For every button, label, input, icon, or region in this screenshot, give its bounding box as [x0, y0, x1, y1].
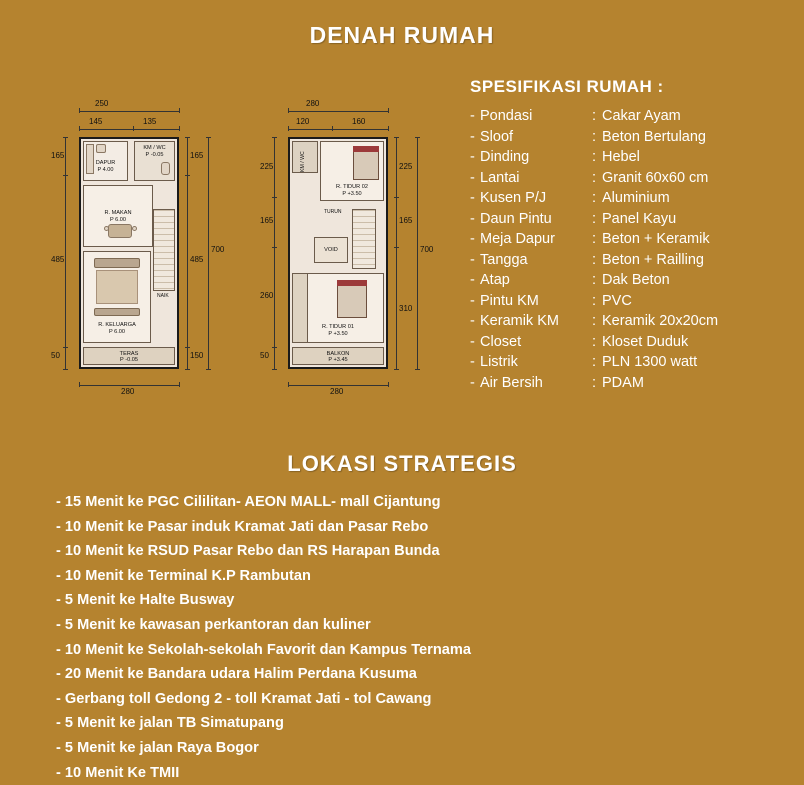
top-section [0, 49, 804, 399]
room-km-wc-upper-label: KM / WC [300, 151, 306, 172]
lokasi-item: - 5 Menit ke jalan TB Simatupang [56, 715, 284, 732]
spec-dash: - [470, 210, 475, 227]
plan-b-dim-left-3: 260 [260, 291, 274, 300]
spec-value: Beton + Keramik [602, 231, 710, 247]
plan-b-dim-left-2: 165 [260, 216, 274, 225]
spec-colon: : [592, 272, 597, 288]
plan-a-dim-top-total: 250 [95, 99, 109, 108]
lokasi-item: - 10 Menit Ke TMII [56, 764, 180, 781]
spec-colon: : [592, 190, 597, 206]
plan-b-dim-top-left: 120 [296, 117, 310, 126]
lokasi-item: - 5 Menit ke Halte Busway [56, 592, 235, 609]
stairs-upper [352, 209, 376, 269]
plan-a-dim-right-2: 485 [190, 255, 204, 264]
spec-colon: : [592, 333, 597, 350]
spec-row-closet [470, 332, 804, 353]
spec-row-tangga [470, 250, 804, 271]
spec-dash: - [470, 272, 475, 288]
page-title: DENAH RUMAH [309, 22, 495, 48]
spec-dash: - [470, 354, 475, 370]
spec-row-air-bersih [470, 373, 804, 394]
plan-a-dim-right-1: 165 [190, 151, 204, 160]
spec-row-sloof [470, 127, 804, 148]
stairs-upper-label: TURUN [324, 209, 342, 215]
plan-b-dim-right-2: 165 [399, 216, 413, 225]
spec-value: Cakar Ayam [602, 108, 681, 124]
plan-a-dim-right-total: 700 [211, 245, 225, 254]
room-teras-label: TERAS [119, 351, 139, 357]
room-balkon [292, 347, 384, 365]
lokasi-item: - 10 Menit ke Pasar induk Kramat Jati dan Pasar Rebo [56, 518, 429, 535]
room-r-keluarga-label: R. KELUARGA [98, 322, 136, 328]
plan-a-dim-bottom: 280 [121, 387, 135, 396]
spec-row-meja-dapur [470, 229, 804, 250]
room-r-makan [83, 185, 153, 247]
room-void-label: VOID [324, 247, 338, 253]
lokasi-list [56, 490, 804, 785]
spec-dash: - [470, 313, 475, 329]
spec-colon: : [592, 149, 597, 165]
spec-label: Tangga [480, 251, 528, 268]
lokasi-item: - Gerbang toll Gedong 2 - toll Kramat Jati - tol Cawang [56, 690, 432, 707]
spec-label: Closet [480, 333, 522, 350]
lokasi-item: - 5 Menit ke kawasan perkantoran dan kuliner [56, 616, 371, 633]
spec-row-dinding [470, 147, 804, 168]
spec-value: Panel Kayu [602, 210, 677, 227]
room-r-makan-area: P 6.00 [109, 217, 127, 223]
spec-dash: - [470, 251, 475, 268]
lokasi-item: - 10 Menit ke RSUD Pasar Rebo dan RS Harapan Bunda [56, 543, 440, 560]
spec-dash: - [470, 292, 475, 309]
room-r-keluarga [83, 251, 151, 343]
spec-value: Keramik 20x20cm [602, 313, 719, 329]
room-km-wc-area: P -0.05 [145, 152, 164, 158]
lokasi-heading: LOKASI STRATEGIS [287, 451, 517, 476]
plan-b-dim-right-3: 310 [399, 304, 413, 313]
spec-label: Daun Pintu [480, 210, 552, 227]
spec-label: Listrik [480, 354, 518, 370]
spec-colon: : [592, 210, 597, 227]
plan-b-dim-top-right: 160 [352, 117, 366, 126]
spec-value: PVC [602, 292, 632, 309]
spec-value: Dak Beton [602, 272, 670, 288]
spec-colon: : [592, 374, 597, 391]
spec-row-pintu-km [470, 291, 804, 312]
room-km-wc [134, 141, 175, 181]
room-balkon-area: P +3.45 [328, 357, 348, 363]
spec-colon: : [592, 313, 597, 329]
spec-row-daun-pintu [470, 209, 804, 230]
spec-value: Beton + Railling [602, 251, 704, 268]
lokasi-item: - 15 Menit ke PGC Cililitan- AEON MALL- mall Cijantung [56, 494, 441, 510]
room-dapur [83, 141, 128, 181]
lokasi-item: - 10 Menit ke Terminal K.P Rambutan [56, 567, 311, 584]
plan-a-dim-left-1: 165 [51, 151, 65, 160]
spec-dash: - [470, 231, 475, 247]
spec-label: Dinding [480, 149, 530, 165]
room-teras-area: P -0.05 [120, 357, 138, 363]
spec-value: PDAM [602, 374, 644, 391]
spec-label: Sloof [480, 128, 514, 145]
spec-row-pondasi [470, 106, 804, 127]
floor-plans [0, 59, 470, 399]
spec-dash: - [470, 374, 475, 391]
spec-colon: : [592, 231, 597, 247]
plan-a-dim-left-3: 50 [51, 351, 60, 360]
room-r-makan-label: R. MAKAN [104, 210, 132, 216]
room-void [314, 237, 348, 263]
spec-label: Lantai [480, 169, 520, 186]
spec-value: Aluminium [602, 190, 670, 206]
spec-row-keramik-km [470, 311, 804, 332]
spec-colon: : [592, 169, 597, 186]
room-balkon-label: BALKON [326, 351, 350, 357]
spec-row-kusen [470, 188, 804, 209]
plan-b-dim-top-total: 280 [306, 99, 320, 108]
spec-row-lantai [470, 168, 804, 189]
plan-b-dim-left-4: 50 [260, 351, 269, 360]
spec-colon: : [592, 292, 597, 309]
spec-label: Keramik KM [480, 313, 559, 329]
spec-colon: : [592, 354, 597, 370]
lokasi-item: - 10 Menit ke Sekolah-sekolah Favorit dan Kampus Ternama [56, 641, 471, 658]
plan-a-dim-top-right: 135 [143, 117, 157, 126]
spec-label: Meja Dapur [480, 231, 555, 247]
spec-value: PLN 1300 watt [602, 354, 698, 370]
stairs-label: NAIK [157, 293, 169, 299]
spec-label: Pondasi [480, 108, 533, 124]
spec-dash: - [470, 190, 475, 206]
spec-value: Beton Bertulang [602, 128, 706, 145]
spec-dash: - [470, 169, 475, 186]
spec-heading: SPESIFIKASI RUMAH : [470, 77, 664, 96]
spec-value: Kloset Duduk [602, 333, 689, 350]
spec-label: Air Bersih [480, 374, 543, 391]
spec-label: Pintu KM [480, 292, 539, 309]
spec-label: Kusen P/J [480, 190, 547, 206]
room-teras [83, 347, 175, 365]
spec-value: Granit 60x60 cm [602, 169, 709, 186]
plan-b-dim-right-total: 700 [420, 245, 434, 254]
specification-panel [470, 59, 804, 393]
spec-colon: : [592, 251, 597, 268]
room-dapur-area: P 4.00 [97, 167, 114, 173]
spec-dash: - [470, 149, 475, 165]
room-r-keluarga-area: P 6.00 [108, 329, 126, 335]
room-r-tidur-02-label: R. TIDUR 02 [336, 184, 368, 190]
plan-b-dim-left-1: 225 [260, 162, 274, 171]
stairs-ground [153, 209, 175, 291]
plan-a-dim-right-3: 150 [190, 351, 204, 360]
room-r-tidur-01-label: R. TIDUR 01 [322, 324, 354, 330]
spec-dash: - [470, 108, 475, 124]
spec-row-listrik [470, 352, 804, 373]
plan-a-dim-left-2: 485 [51, 255, 65, 264]
plan-a-dim-top-left: 145 [89, 117, 103, 126]
room-r-tidur-02 [320, 141, 384, 201]
spec-colon: : [592, 128, 597, 145]
room-km-wc-label: KM / WC [143, 145, 166, 151]
spec-label: Atap [480, 272, 510, 288]
spec-row-atap [470, 270, 804, 291]
corridor-strip [292, 273, 308, 343]
spec-value: Hebel [602, 149, 640, 165]
lokasi-item: - 20 Menit ke Bandara udara Halim Perdana Kusuma [56, 666, 417, 683]
spec-dash: - [470, 128, 475, 145]
spec-colon: : [592, 108, 597, 124]
room-r-tidur-02-area: P +3.50 [342, 191, 362, 197]
plan-b-dim-right-1: 225 [399, 162, 413, 171]
plan-b-dim-bottom: 280 [330, 387, 344, 396]
spec-dash: - [470, 333, 475, 350]
room-r-tidur-01-area: P +3.50 [328, 331, 348, 337]
lokasi-item: - 5 Menit ke jalan Raya Bogor [56, 739, 259, 756]
room-dapur-label: DAPUR [95, 160, 116, 166]
